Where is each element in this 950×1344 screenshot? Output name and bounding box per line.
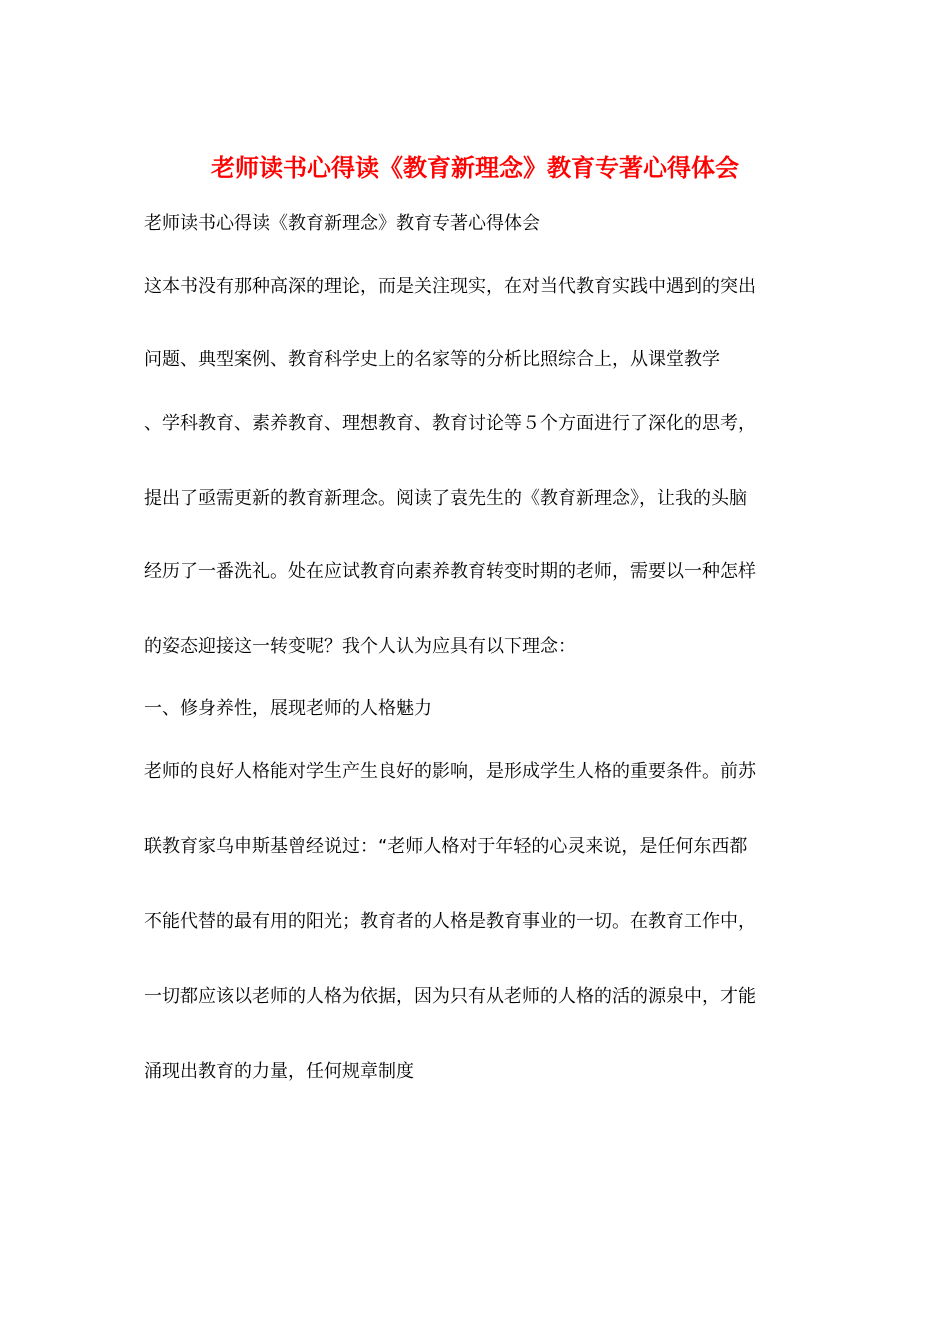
body-line: 这本书没有那种高深的理论，而是关注现实，在对当代教育实践中遇到的突出 [144,276,756,297]
body-line: 的姿态迎接这一转变呢？我个人认为应具有以下理念： [144,636,576,657]
body-line: 经历了一番洗礼。处在应试教育向素养教育转变时期的老师，需要以一种怎样 [144,561,756,582]
body-line: 问题、典型案例、教育科学史上的名家等的分析比照综合上，从课堂教学 [144,349,720,370]
body-line: 、学科教育、素养教育、理想教育、教育讨论等５个方面进行了深化的思考， [144,413,756,434]
document-title: 老师读书心得读《教育新理念》教育专著心得体会 [211,153,739,182]
body-line: 涌现出教育的力量，任何规章制度 [144,1061,414,1082]
body-line: 提出了亟需更新的教育新理念。阅读了袁先生的《教育新理念》，让我的头脑 [144,488,747,509]
subtitle-line: 老师读书心得读《教育新理念》教育专著心得体会 [144,213,540,234]
body-line: 老师的良好人格能对学生产生良好的影响，是形成学生人格的重要条件。前苏 [144,761,756,782]
section-heading: 一、修身养性，展现老师的人格魅力 [144,698,432,719]
body-line: 一切都应该以老师的人格为依据，因为只有从老师的人格的活的源泉中，才能 [144,986,756,1007]
body-line: 不能代替的最有用的阳光；教育者的人格是教育事业的一切。在教育工作中， [144,911,756,932]
body-line: 联教育家乌申斯基曾经说过：“老师人格对于年轻的心灵来说，是任何东西都 [144,836,748,857]
